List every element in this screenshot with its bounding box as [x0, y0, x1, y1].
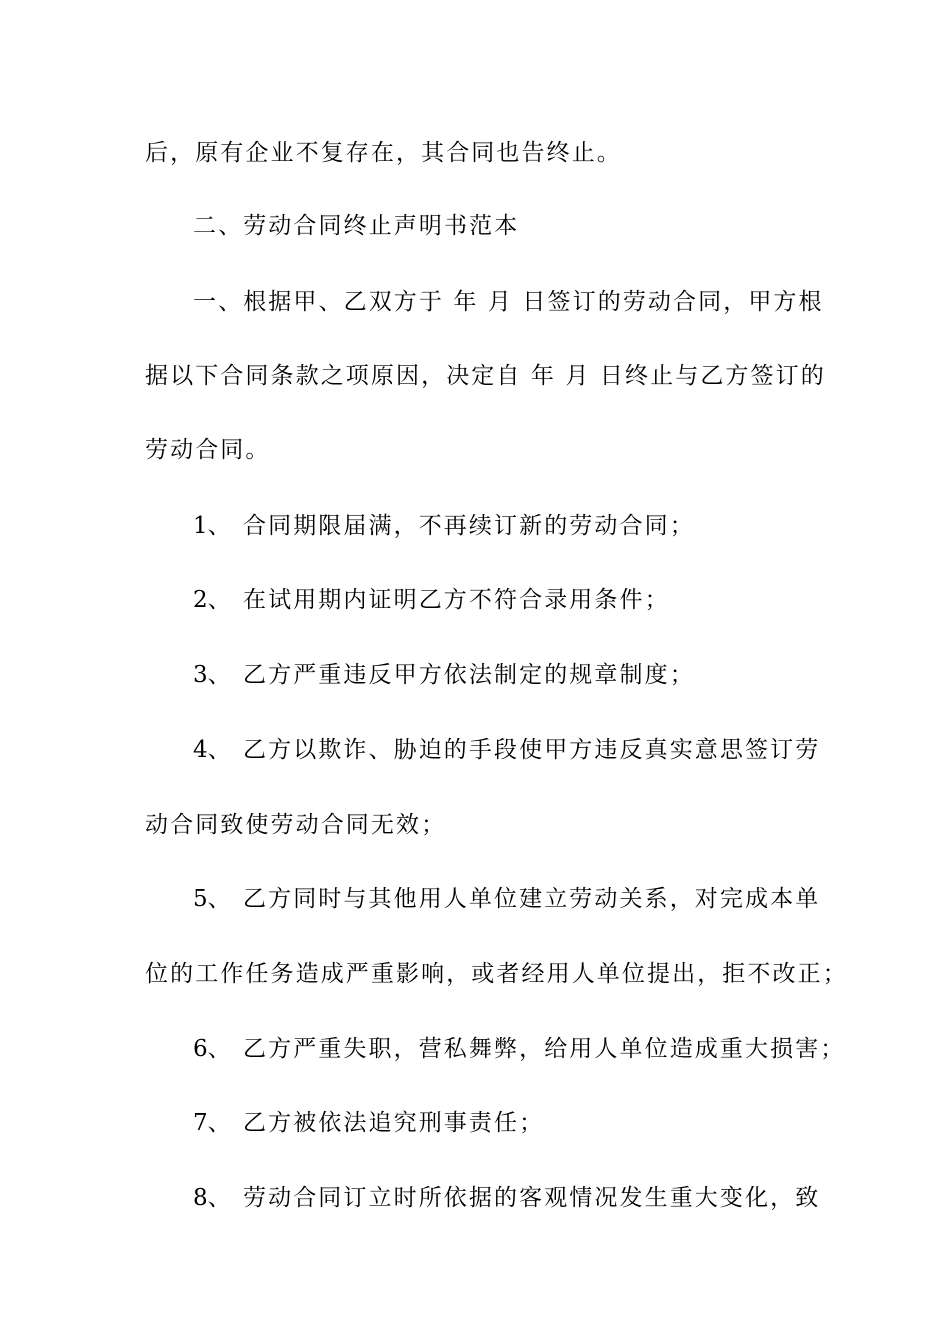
list-item — [193, 735, 821, 765]
list-item-continuation: 位的工作任务造成严重影响，或者经用人单位提出，拒不改正； — [145, 961, 848, 987]
list-item-text: 乙方同时与其他用人单位建立劳动关系，对完成本单 — [243, 886, 821, 912]
list-item-number: 8、 — [193, 1185, 231, 1211]
section-heading: 二、劳动合同终止声明书范本 — [193, 213, 520, 239]
list-item-text: 合同期限届满，不再续订新的劳动合同； — [243, 513, 695, 539]
paragraph-line: 据以下合同条款之项原因，决定自 年 月 日终止与乙方签订的 — [145, 363, 826, 389]
paragraph-line: 一、根据甲、乙双方于 年 月 日签订的劳动合同，甲方根 — [193, 289, 824, 315]
list-item — [193, 660, 810, 690]
list-item-text: 乙方被依法追究刑事责任； — [243, 1110, 545, 1136]
list-item-number: 3、 — [193, 662, 231, 688]
list-item — [193, 1108, 810, 1138]
list-item-text: 劳动合同订立时所依据的客观情况发生重大变化，致 — [243, 1185, 821, 1211]
list-item-number: 7、 — [193, 1110, 231, 1136]
list-item — [193, 1034, 846, 1064]
list-item-text: 在试用期内证明乙方不符合录用条件； — [243, 587, 670, 613]
list-item-number: 4、 — [193, 737, 231, 763]
list-item-text: 乙方以欺诈、胁迫的手段使甲方违反真实意思签订劳 — [243, 737, 821, 763]
list-item-text: 乙方严重失职，营私舞弊，给用人单位造成重大损害； — [243, 1036, 846, 1062]
list-item — [193, 884, 821, 914]
list-item-number: 6、 — [193, 1036, 231, 1062]
paragraph-line: 劳动合同。 — [145, 437, 271, 463]
paragraph-line: 后，原有企业不复存在，其合同也告终止。 — [145, 140, 622, 166]
list-item-continuation: 动合同致使劳动合同无效； — [145, 812, 447, 838]
list-item — [193, 585, 810, 615]
list-item — [193, 1183, 821, 1213]
list-item-text: 乙方严重违反甲方依法制定的规章制度； — [243, 662, 695, 688]
list-item-number: 5、 — [193, 886, 231, 912]
list-item — [193, 511, 810, 541]
list-item-number: 2、 — [193, 587, 231, 613]
list-item-number: 1、 — [193, 513, 231, 539]
